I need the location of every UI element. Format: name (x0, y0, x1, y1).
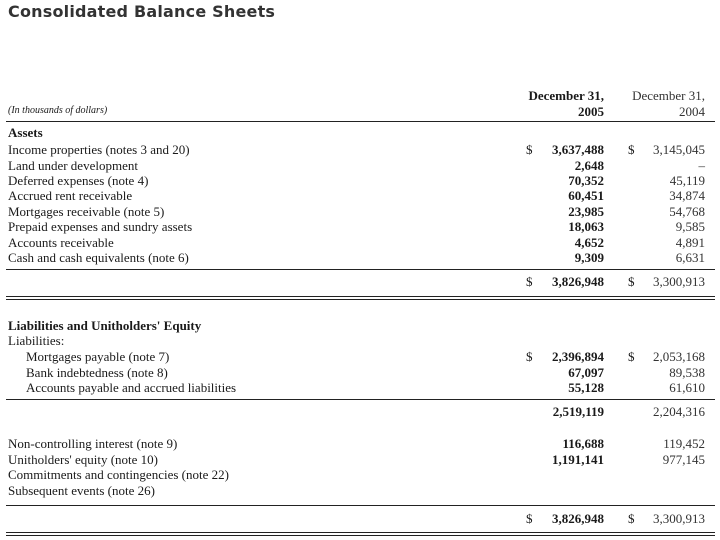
value-2004: – (698, 158, 705, 173)
liabilities-subheading: Liabilities: (8, 333, 65, 348)
value-2004: 977,145 (662, 452, 705, 467)
grand-total-2004: 3,300,913 (653, 511, 705, 526)
currency-2005: $ (526, 511, 533, 526)
value-2005: 55,128 (568, 380, 604, 395)
row-label: Non-controlling interest (note 9) (8, 436, 178, 451)
value-2005: 2,396,894 (552, 349, 604, 364)
table-row (0, 158, 720, 174)
table-row (0, 250, 720, 266)
row-label: Subsequent events (note 26) (8, 483, 155, 498)
column-header-2005 (514, 88, 604, 120)
liabilities-heading-row (0, 318, 720, 334)
page-title: Consolidated Balance Sheets (8, 2, 276, 21)
currency-2004: $ (628, 274, 635, 289)
value-2004: 4,891 (675, 235, 705, 250)
assets-total-rule-2 (6, 299, 715, 300)
liabilities-subheading-row (0, 333, 720, 349)
liabilities-subtotal-rule (6, 399, 715, 400)
liabilities-subtotal-row (0, 404, 720, 420)
grand-total-rule-2 (6, 535, 715, 536)
column-header-2005-text: December 31, 2005 (528, 88, 604, 119)
column-header-2004 (625, 88, 705, 120)
value-2005: 60,451 (568, 188, 604, 203)
value-2004: 89,538 (669, 365, 705, 380)
row-label: Unitholders' equity (note 10) (8, 452, 159, 467)
currency-2005: $ (526, 274, 533, 289)
row-label: Cash and cash equivalents (note 6) (8, 250, 189, 265)
table-row (0, 483, 720, 499)
grand-total-rule (6, 532, 715, 533)
table-row (0, 188, 720, 204)
table-row (0, 380, 720, 396)
row-label: Deferred expenses (note 4) (8, 173, 149, 188)
assets-subtotal-rule (6, 269, 715, 270)
total-liabilities-2004: 2,204,316 (653, 404, 705, 419)
value-2005: 70,352 (568, 173, 604, 188)
currency-2004: $ (628, 511, 635, 526)
table-row (0, 142, 720, 158)
value-2004: 2,053,168 (653, 349, 705, 364)
table-row (0, 349, 720, 365)
value-2005: 23,985 (568, 204, 604, 219)
assets-heading: Assets (8, 125, 43, 140)
currency-2004: $ (628, 142, 635, 157)
value-2005: 9,309 (574, 250, 604, 265)
value-2004: 3,145,045 (653, 142, 705, 157)
table-row (0, 365, 720, 381)
value-2004: 9,585 (675, 219, 705, 234)
value-2005: 67,097 (568, 365, 604, 380)
value-2004: 54,768 (669, 204, 705, 219)
value-2005: 18,063 (568, 219, 604, 234)
table-row (0, 452, 720, 468)
row-label: Commitments and contingencies (note 22) (8, 467, 229, 482)
row-label: Income properties (notes 3 and 20) (8, 142, 190, 157)
assets-heading-row (0, 125, 720, 141)
value-2004: 61,610 (669, 380, 705, 395)
equity-subtotal-rule (6, 505, 715, 506)
row-label: Accounts receivable (8, 235, 114, 250)
row-label: Mortgages receivable (note 5) (8, 204, 165, 219)
header-rule (6, 121, 715, 122)
column-header-2004-text: December 31, 2004 (632, 88, 705, 119)
value-2004: 45,119 (669, 173, 705, 188)
value-2005: 116,688 (562, 436, 604, 451)
grand-total-row (0, 511, 720, 527)
value-2005: 1,191,141 (552, 452, 604, 467)
value-2005: 2,648 (574, 158, 604, 173)
total-assets-2005: 3,826,948 (552, 274, 604, 289)
assets-total-rule (6, 296, 715, 297)
liabilities-heading: Liabilities and Unitholders' Equity (8, 318, 202, 333)
value-2004: 119,452 (663, 436, 705, 451)
total-assets-2004: 3,300,913 (653, 274, 705, 289)
table-row (0, 467, 720, 483)
row-label: Land under development (8, 158, 138, 173)
table-row (0, 235, 720, 251)
row-label: Accounts payable and accrued liabilities (26, 380, 237, 395)
value-2005: 3,637,488 (552, 142, 604, 157)
row-label: Accrued rent receivable (8, 188, 133, 203)
row-label: Bank indebtedness (note 8) (26, 365, 168, 380)
currency-2005: $ (526, 142, 533, 157)
total-liabilities-2005: 2,519,119 (552, 404, 604, 419)
table-row (0, 436, 720, 452)
assets-total-row (0, 274, 720, 290)
currency-2004: $ (628, 349, 635, 364)
table-row (0, 204, 720, 220)
value-2004: 34,874 (669, 188, 705, 203)
value-2005: 4,652 (574, 235, 604, 250)
currency-2005: $ (526, 349, 533, 364)
table-row (0, 219, 720, 235)
table-row (0, 173, 720, 189)
row-label: Prepaid expenses and sundry assets (8, 219, 193, 234)
units-note: (In thousands of dollars) (8, 105, 108, 116)
value-2004: 6,631 (675, 250, 705, 265)
row-label: Mortgages payable (note 7) (26, 349, 170, 364)
grand-total-2005: 3,826,948 (552, 511, 604, 526)
